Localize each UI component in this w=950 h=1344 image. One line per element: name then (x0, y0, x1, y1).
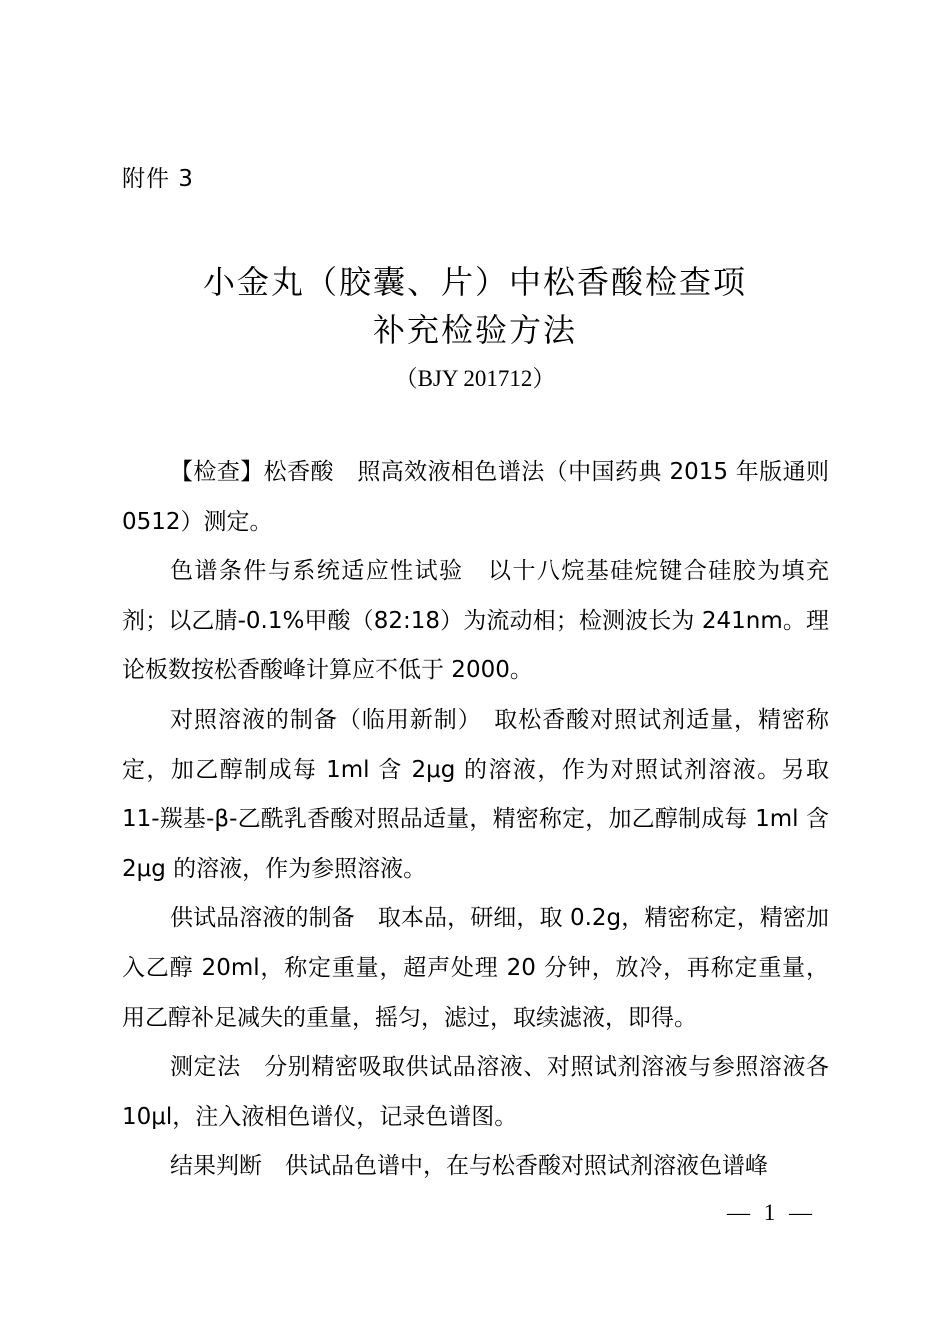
document-title-line-1: 小金丸（胶囊、片）中松香酸检查项 (202, 263, 747, 301)
standard-code: （BJY 201712） (394, 366, 556, 391)
paragraph-determination: 测定法 分别精密吸取供试品溶液、对照试剂溶液与参照溶液各 10μl，注入液相色谱仪，记录色谱图。 (122, 1054, 829, 1130)
paragraph-test-solution: 供试品溶液的制备 取本品，研细，取 0.2g，精密称定，精密加入乙醇 20ml，称定重量，超声处理 20 分钟，放冷，再称定重量，用乙醇补足减失的重量，摇匀，滤过，取续滤液，即得。 (122, 905, 829, 1031)
paragraph-reference-solution: 对照溶液的制备（临用新制） 取松香酸对照试剂适量，精密称定，加乙醇制成每 1ml 含 2μg 的溶液，作为对照试剂溶液。另取 11-羰基-β-乙酰乳香酸对照品适量，精密称定，加乙醇制成每 1ml 含 2μg 的溶液，作为参照溶液。 (122, 706, 829, 882)
page-number: — 1 — (727, 1200, 816, 1225)
paragraph-inspection: 【检查】松香酸 照高效液相色谱法（中国药典 2015 年版通则 0512）测定。 (122, 459, 829, 535)
attachment-label: 附件 3 (122, 166, 194, 192)
paragraph-chromatography-conditions: 色谱条件与系统适应性试验 以十八烷基硅烷键合硅胶为填充剂；以乙腈-0.1%甲酸（82:18）为流动相；检测波长为 241nm。理论板数按松香酸峰计算应不低于 2000。 (122, 558, 829, 684)
document-body (122, 448, 829, 1192)
document-title-line-2: 补充检验方法 (372, 311, 577, 349)
paragraph-result-judgment: 结果判断 供试品色谱中，在与松香酸对照试剂溶液色谱峰 (170, 1153, 768, 1180)
